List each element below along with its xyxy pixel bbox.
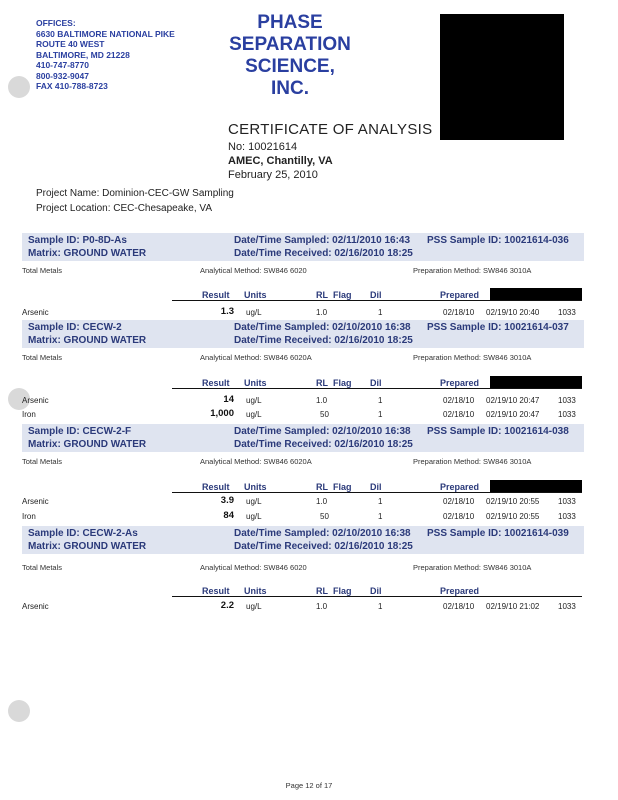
sample-matrix: Matrix: GROUND WATER bbox=[28, 439, 147, 450]
date-sampled: Date/Time Sampled: 02/10/2010 16:38 bbox=[234, 426, 411, 437]
pss-sample-id: PSS Sample ID: 10021614-039 bbox=[427, 528, 569, 539]
col-rl: RL bbox=[316, 378, 328, 388]
analyzed-datetime: 02/19/10 20:47 bbox=[486, 396, 540, 405]
category-label: Total Metals bbox=[22, 457, 63, 466]
company-line: SEPARATION bbox=[229, 34, 351, 55]
analytical-method: Analytical Method: SW846 6020 bbox=[200, 266, 307, 275]
sample-header bbox=[22, 233, 584, 261]
redaction-block bbox=[490, 288, 582, 300]
sample-header bbox=[22, 526, 584, 554]
date-received: Date/Time Received: 02/16/2010 18:25 bbox=[234, 541, 413, 552]
dil-value: 1 bbox=[378, 497, 383, 506]
category-label: Total Metals bbox=[22, 353, 63, 362]
prepared-date: 02/18/10 bbox=[443, 410, 475, 419]
company-line: PHASE bbox=[257, 12, 323, 33]
rl-value: 1.0 bbox=[316, 602, 328, 611]
prepared-date: 02/18/10 bbox=[443, 602, 475, 611]
sample-matrix: Matrix: GROUND WATER bbox=[28, 335, 147, 346]
table-rule bbox=[172, 492, 582, 493]
analyte-name: Arsenic bbox=[22, 497, 49, 506]
col-dil: Dil bbox=[370, 482, 382, 492]
office-line: 410-747-8770 bbox=[36, 60, 89, 70]
date-received: Date/Time Received: 02/16/2010 18:25 bbox=[234, 248, 413, 259]
col-rl: RL bbox=[316, 586, 328, 596]
pss-sample-id: PSS Sample ID: 10021614-038 bbox=[427, 426, 569, 437]
rl-value: 50 bbox=[320, 512, 329, 521]
col-flag: Flag bbox=[333, 482, 352, 492]
sample-id: Sample ID: CECW-2-F bbox=[28, 426, 132, 437]
rl-value: 1.0 bbox=[316, 497, 328, 506]
category-label: Total Metals bbox=[22, 266, 63, 275]
project-name: Project Name: Dominion-CEC-GW Sampling bbox=[36, 188, 234, 199]
analyzed-datetime: 02/19/10 21:02 bbox=[486, 602, 540, 611]
dil-value: 1 bbox=[378, 410, 383, 419]
redaction-block bbox=[490, 480, 582, 492]
dil-value: 1 bbox=[378, 308, 383, 317]
office-line: BALTIMORE, MD 21228 bbox=[36, 49, 130, 60]
client-name: AMEC, Chantilly, VA bbox=[228, 155, 333, 167]
date-sampled: Date/Time Sampled: 02/10/2010 16:38 bbox=[234, 322, 411, 333]
prepared-date: 02/18/10 bbox=[443, 396, 475, 405]
result-value: 1,000 bbox=[210, 408, 234, 419]
punch-hole bbox=[8, 76, 30, 98]
preparation-method: Preparation Method: SW846 3010A bbox=[413, 457, 532, 466]
dil-value: 1 bbox=[378, 512, 383, 521]
rl-value: 1.0 bbox=[316, 396, 328, 405]
prepared-date: 02/18/10 bbox=[443, 308, 475, 317]
preparation-method: Preparation Method: SW846 3010A bbox=[413, 353, 532, 362]
rl-value: 50 bbox=[320, 410, 329, 419]
company-line: INC. bbox=[271, 78, 309, 99]
dil-value: 1 bbox=[378, 396, 383, 405]
units-value: ug/L bbox=[246, 396, 262, 405]
col-dil: Dil bbox=[370, 586, 382, 596]
office-line: OFFICES: bbox=[36, 18, 76, 28]
col-dil: Dil bbox=[370, 290, 382, 300]
analyte-name: Iron bbox=[22, 512, 36, 521]
units-value: ug/L bbox=[246, 308, 262, 317]
units-value: ug/L bbox=[246, 602, 262, 611]
rl-value: 1.0 bbox=[316, 308, 328, 317]
col-result: Result bbox=[202, 482, 230, 492]
analyte-name: Arsenic bbox=[22, 308, 49, 317]
analyzed-datetime: 02/19/10 20:40 bbox=[486, 308, 540, 317]
col-prepared: Prepared bbox=[440, 290, 480, 300]
preparation-method: Preparation Method: SW846 3010A bbox=[413, 266, 532, 275]
result-value: 14 bbox=[223, 394, 234, 405]
sample-id: Sample ID: CECW-2-As bbox=[28, 528, 138, 539]
col-result: Result bbox=[202, 586, 230, 596]
result-value: 84 bbox=[223, 510, 234, 521]
batch-number: 1033 bbox=[558, 602, 576, 611]
col-result: Result bbox=[202, 290, 230, 300]
office-line: FAX 410-788-8723 bbox=[36, 81, 108, 91]
certificate-number: No: 10021614 bbox=[228, 141, 298, 153]
company-line: SCIENCE, bbox=[245, 56, 335, 77]
date-sampled: Date/Time Sampled: 02/11/2010 16:43 bbox=[234, 235, 411, 246]
analytical-method: Analytical Method: SW846 6020A bbox=[200, 353, 312, 362]
analytical-method: Analytical Method: SW846 6020 bbox=[200, 563, 307, 572]
page-number: Page 12 of 17 bbox=[285, 781, 333, 790]
company-name bbox=[200, 12, 380, 100]
col-result: Result bbox=[202, 378, 230, 388]
office-address bbox=[36, 18, 175, 92]
sample-header bbox=[22, 320, 584, 348]
col-rl: RL bbox=[316, 290, 328, 300]
table-rule bbox=[172, 596, 582, 597]
batch-number: 1033 bbox=[558, 512, 576, 521]
prepared-date: 02/18/10 bbox=[443, 497, 475, 506]
batch-number: 1033 bbox=[558, 308, 576, 317]
result-value: 2.2 bbox=[220, 600, 234, 611]
units-value: ug/L bbox=[246, 497, 262, 506]
project-location: Project Location: CEC-Chesapeake, VA bbox=[36, 203, 213, 214]
dil-value: 1 bbox=[378, 602, 383, 611]
analyte-name: Arsenic bbox=[22, 396, 49, 405]
certificate-title: CERTIFICATE OF ANALYSIS bbox=[228, 121, 433, 138]
units-value: ug/L bbox=[246, 512, 262, 521]
office-line: ROUTE 40 WEST bbox=[36, 39, 105, 49]
office-line: 800-932-9047 bbox=[36, 70, 89, 81]
sample-matrix: Matrix: GROUND WATER bbox=[28, 248, 147, 259]
sample-id: Sample ID: CECW-2 bbox=[28, 322, 122, 333]
table-rule bbox=[172, 388, 582, 389]
col-dil: Dil bbox=[370, 378, 382, 388]
pss-sample-id: PSS Sample ID: 10021614-036 bbox=[427, 235, 569, 246]
report-date: February 25, 2010 bbox=[228, 169, 318, 181]
batch-number: 1033 bbox=[558, 497, 576, 506]
col-units: Units bbox=[244, 290, 267, 300]
batch-number: 1033 bbox=[558, 410, 576, 419]
col-flag: Flag bbox=[333, 378, 352, 388]
col-units: Units bbox=[244, 482, 267, 492]
category-label: Total Metals bbox=[22, 563, 63, 572]
units-value: ug/L bbox=[246, 410, 262, 419]
col-flag: Flag bbox=[333, 290, 352, 300]
office-line: 6630 BALTIMORE NATIONAL PIKE bbox=[36, 28, 175, 39]
pss-sample-id: PSS Sample ID: 10021614-037 bbox=[427, 322, 569, 333]
date-received: Date/Time Received: 02/16/2010 18:25 bbox=[234, 335, 413, 346]
analytical-method: Analytical Method: SW846 6020A bbox=[200, 457, 312, 466]
date-received: Date/Time Received: 02/16/2010 18:25 bbox=[234, 439, 413, 450]
redaction-block bbox=[440, 14, 564, 140]
col-flag: Flag bbox=[333, 586, 352, 596]
col-units: Units bbox=[244, 586, 267, 596]
analyzed-datetime: 02/19/10 20:55 bbox=[486, 497, 540, 506]
result-value: 1.3 bbox=[220, 306, 234, 317]
sample-id: Sample ID: P0-8D-As bbox=[28, 235, 127, 246]
col-prepared: Prepared bbox=[440, 378, 480, 388]
redaction-block bbox=[490, 376, 582, 388]
sample-matrix: Matrix: GROUND WATER bbox=[28, 541, 147, 552]
prepared-date: 02/18/10 bbox=[443, 512, 475, 521]
result-value: 3.9 bbox=[220, 495, 234, 506]
preparation-method: Preparation Method: SW846 3010A bbox=[413, 563, 532, 572]
batch-number: 1033 bbox=[558, 396, 576, 405]
col-prepared: Prepared bbox=[440, 586, 480, 596]
analyzed-datetime: 02/19/10 20:55 bbox=[486, 512, 540, 521]
col-prepared: Prepared bbox=[440, 482, 480, 492]
date-sampled: Date/Time Sampled: 02/10/2010 16:38 bbox=[234, 528, 411, 539]
col-rl: RL bbox=[316, 482, 328, 492]
punch-hole bbox=[8, 700, 30, 722]
analyte-name: Arsenic bbox=[22, 602, 49, 611]
sample-header bbox=[22, 424, 584, 452]
analyte-name: Iron bbox=[22, 410, 36, 419]
analyzed-datetime: 02/19/10 20:47 bbox=[486, 410, 540, 419]
table-rule bbox=[172, 300, 582, 301]
col-units: Units bbox=[244, 378, 267, 388]
